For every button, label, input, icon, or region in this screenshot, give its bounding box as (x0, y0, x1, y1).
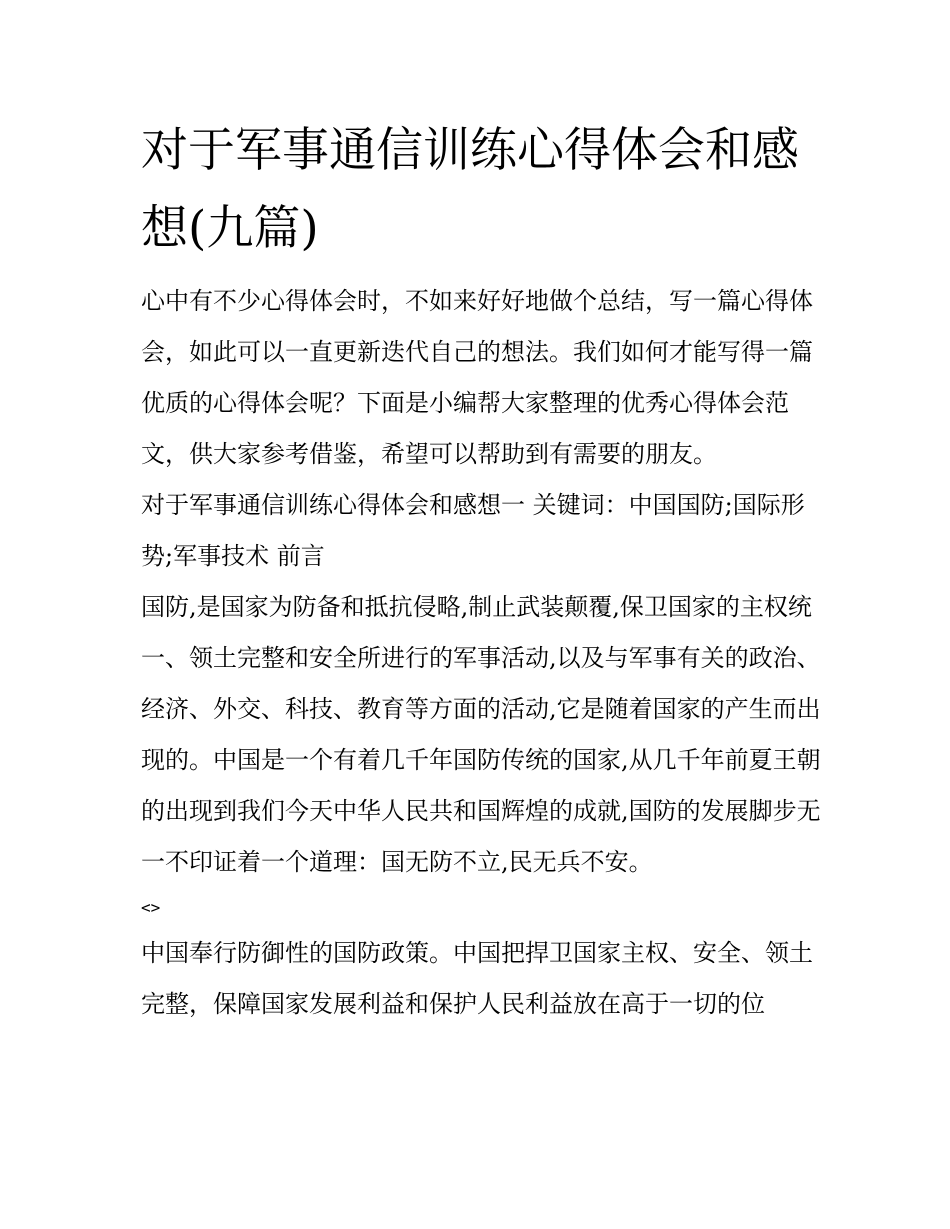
document-title: 对于军事通信训练心得体会和感想(九篇) (141, 123, 799, 256)
intro-paragraph: 心中有不少心得体会时，不如来好好地做个总结，写一篇心得体会，如此可以一直更新迭代自己的想法。我们如何才能写得一篇优质的心得体会呢？下面是小编帮大家整理的优秀心得体会范文，供大家参考借鉴，希望可以帮助到有需要的朋友。 (141, 287, 813, 468)
angle-bracket-marker: <> (141, 898, 161, 917)
national-defense-paragraph: 国防,是国家为防备和抵抗侵略,制止武装颠覆,保卫国家的主权统一、领土完整和安全所进行的军事活动,以及与军事有关的政治、经济、外交、科技、教育等方面的活动,它是随着国家的产生而出现的。中国是一个有着几千年国防传统的国家,从几千年前夏王朝的出现到我们今天中华人民共和国辉煌的成就,国防的发展脚步无一不印证着一个道理：国无防不立,民无兵不安。 (141, 593, 821, 876)
document-body (141, 276, 821, 1030)
defense-policy-paragraph: 中国奉行防御性的国防政策。中国把捍卫国家主权、安全、领土完整，保障国家发展利益和保护人民利益放在高于一切的位 (141, 939, 813, 1018)
section-heading-paragraph: 对于军事通信训练心得体会和感想一 关键词：中国国防;国际形势;军事技术 前言 (141, 491, 805, 570)
